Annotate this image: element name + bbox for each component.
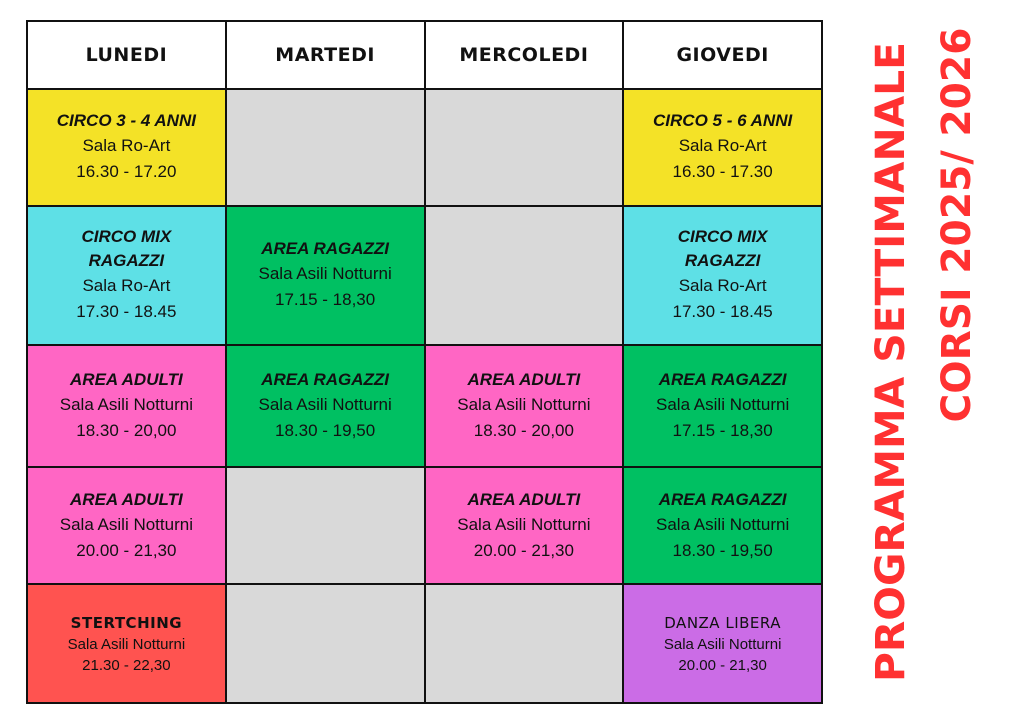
course-name: STERTCHING xyxy=(70,613,183,632)
course-cell-thursday xyxy=(623,206,822,345)
schedule-row xyxy=(27,89,822,206)
course-name: RAGAZZI xyxy=(684,251,761,271)
course-room: Sala Asili Notturni xyxy=(258,264,392,284)
weekly-schedule-table xyxy=(26,20,823,704)
course-room: Sala Asili Notturni xyxy=(67,635,186,653)
course-time: 20.00 - 21,30 xyxy=(678,656,767,674)
day-header-monday: LUNEDI xyxy=(27,21,226,89)
course-time: 21.30 - 22,30 xyxy=(82,656,171,674)
empty-cell-wednesday xyxy=(425,206,624,345)
course-time: 18.30 - 20,00 xyxy=(76,421,177,441)
program-title-line1: PROGRAMMA SETTIMANALE xyxy=(868,54,914,682)
day-header-tuesday: MARTEDI xyxy=(226,21,425,89)
course-name: AREA RAGAZZI xyxy=(658,370,787,390)
schedule-row xyxy=(27,345,822,468)
day-header-thursday: GIOVEDI xyxy=(623,21,822,89)
course-time: 17.30 - 18.45 xyxy=(672,302,773,322)
header-row xyxy=(27,21,822,89)
course-time: 20.00 - 21,30 xyxy=(473,540,574,560)
course-cell-tuesday xyxy=(226,206,425,345)
course-room: Sala Ro-Art xyxy=(82,276,171,296)
course-time: 16.30 - 17.20 xyxy=(76,162,177,182)
course-room: Sala Asili Notturni xyxy=(59,395,193,415)
course-time: 18.30 - 19,50 xyxy=(672,540,773,560)
course-cell-monday xyxy=(27,467,226,584)
course-room: Sala Asili Notturni xyxy=(663,635,782,653)
course-name: CIRCO 5 - 6 ANNI xyxy=(653,111,793,131)
course-time: 16.30 - 17.30 xyxy=(672,162,773,182)
course-name: AREA ADULTI xyxy=(70,489,183,509)
course-cell-monday xyxy=(27,584,226,703)
schedule-row xyxy=(27,206,822,345)
course-time: 17.15 - 18,30 xyxy=(672,421,773,441)
course-room: Sala Asili Notturni xyxy=(457,514,591,534)
program-title xyxy=(846,20,996,704)
course-cell-monday xyxy=(27,206,226,345)
day-header-wednesday: MERCOLEDI xyxy=(425,21,624,89)
course-name: DANZA LIBERA xyxy=(664,613,781,632)
empty-cell-tuesday xyxy=(226,584,425,703)
course-cell-wednesday xyxy=(425,467,624,584)
course-cell-thursday xyxy=(623,584,822,703)
program-title-line2: CORSI 2025/ 2026 xyxy=(934,20,980,423)
course-name: CIRCO 3 - 4 ANNI xyxy=(56,111,196,131)
empty-cell-wednesday xyxy=(425,584,624,703)
course-cell-monday xyxy=(27,345,226,468)
course-time: 17.30 - 18.45 xyxy=(76,302,177,322)
course-cell-thursday xyxy=(623,467,822,584)
course-name: RAGAZZI xyxy=(88,251,165,271)
empty-cell-tuesday xyxy=(226,467,425,584)
course-cell-monday xyxy=(27,89,226,206)
course-room: Sala Asili Notturni xyxy=(656,514,790,534)
course-name: AREA ADULTI xyxy=(70,370,183,390)
empty-cell-wednesday xyxy=(425,89,624,206)
course-name: CIRCO MIX xyxy=(81,227,172,247)
course-time: 18.30 - 19,50 xyxy=(275,421,376,441)
course-room: Sala Asili Notturni xyxy=(457,395,591,415)
course-time: 18.30 - 20,00 xyxy=(473,421,574,441)
course-room: Sala Ro-Art xyxy=(678,136,767,156)
course-time: 17.15 - 18,30 xyxy=(275,290,376,310)
course-room: Sala Ro-Art xyxy=(82,136,171,156)
course-name: AREA RAGAZZI xyxy=(261,239,390,259)
course-time: 20.00 - 21,30 xyxy=(76,540,177,560)
course-cell-wednesday xyxy=(425,345,624,468)
course-room: Sala Asili Notturni xyxy=(656,395,790,415)
course-name: AREA ADULTI xyxy=(467,370,581,390)
empty-cell-tuesday xyxy=(226,89,425,206)
schedule-row xyxy=(27,467,822,584)
course-name: AREA RAGAZZI xyxy=(261,370,390,390)
course-room: Sala Asili Notturni xyxy=(59,514,193,534)
course-cell-thursday xyxy=(623,345,822,468)
course-name: AREA RAGAZZI xyxy=(658,489,787,509)
course-cell-thursday xyxy=(623,89,822,206)
schedule-row xyxy=(27,584,822,703)
course-room: Sala Ro-Art xyxy=(678,276,767,296)
course-name: AREA ADULTI xyxy=(467,489,581,509)
course-cell-tuesday xyxy=(226,345,425,468)
course-name: CIRCO MIX xyxy=(677,227,768,247)
course-room: Sala Asili Notturni xyxy=(258,395,392,415)
